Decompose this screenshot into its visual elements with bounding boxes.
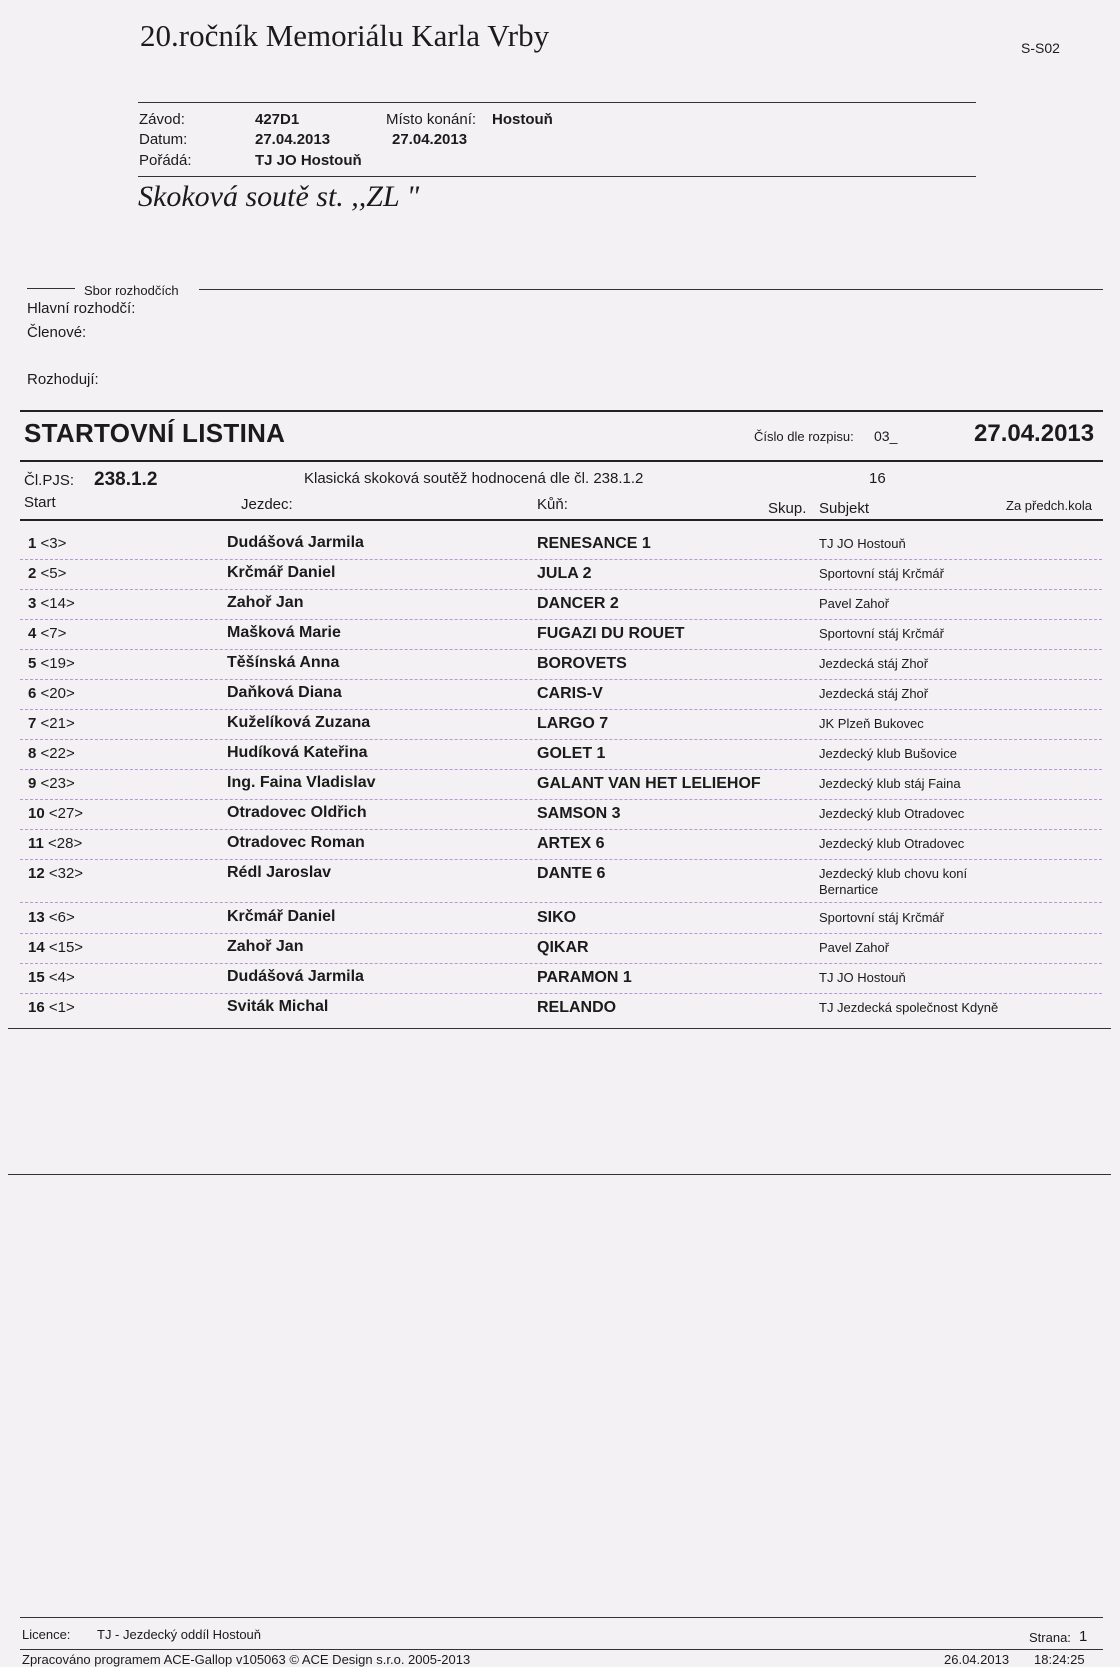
- table-row: [20, 829, 1102, 860]
- rider-code: <1>: [48, 999, 75, 1016]
- judges-rule-left: [27, 288, 75, 289]
- horse-name: GALANT VAN HET LELIEHOF: [537, 775, 761, 792]
- rider-name: Zahoř Jan: [227, 594, 304, 611]
- horse-name: RELANDO: [537, 999, 617, 1016]
- rider-name: Sviták Michal: [227, 998, 329, 1015]
- table-row: [20, 709, 1102, 740]
- subject-name: Jezdecký klub Otradovec: [819, 836, 965, 851]
- licence-label: Licence:: [22, 1627, 71, 1642]
- listing-title: STARTOVNÍ LISTINA: [24, 418, 286, 448]
- table-row: [20, 559, 1102, 590]
- subject-name: JK Plzeň Bukovec: [819, 716, 924, 731]
- subject-name: Jezdecká stáj Zhoř: [819, 656, 929, 671]
- start-number: 5: [28, 655, 37, 672]
- pjs-label: Čl.PJS:: [24, 472, 75, 489]
- subject-name: Jezdecký klub Bušovice: [819, 746, 958, 761]
- horse-name: SAMSON 3: [537, 805, 621, 822]
- judges-rule-right: [199, 289, 1103, 290]
- horse-name: DANCER 2: [537, 595, 619, 612]
- table-row: [20, 933, 1102, 964]
- rozpis-label: Číslo dle rozpisu:: [754, 429, 854, 444]
- event-title: 20.ročník Memoriálu Karla Vrby: [140, 18, 550, 53]
- start-number: 13: [28, 909, 45, 926]
- porada-value: TJ JO Hostouň: [255, 152, 362, 169]
- start-number: 1: [28, 535, 37, 552]
- rider-code: <20>: [40, 685, 75, 702]
- table-row: [20, 619, 1102, 650]
- start-number: 12: [28, 865, 45, 882]
- subject-name: TJ JO Hostouň: [819, 536, 906, 551]
- zavod-value: 427D1: [255, 111, 300, 128]
- start-number: 16: [28, 999, 45, 1016]
- rider-name: Hudíková Kateřina: [227, 744, 368, 761]
- table-row: [20, 903, 1102, 934]
- start-number: 10: [28, 805, 45, 822]
- rider-code: <27>: [48, 805, 84, 822]
- listing-mid-rule: [20, 460, 1103, 462]
- start-cell: [28, 835, 82, 852]
- rider-code: <23>: [40, 775, 75, 792]
- rider-code: <22>: [40, 745, 75, 762]
- subject-name: Jezdecký klub chovu koní Bernartice: [819, 866, 968, 897]
- rider-name: Kuželíková Zuzana: [227, 714, 371, 731]
- page-label: Strana:: [1029, 1630, 1071, 1645]
- start-cell: [28, 535, 66, 552]
- datum-from: 27.04.2013: [255, 131, 331, 148]
- rider-code: <28>: [48, 835, 83, 852]
- rider-code: <4>: [48, 969, 75, 986]
- rider-name: Mašková Marie: [227, 624, 341, 641]
- porada-label: Pořádá:: [139, 152, 192, 169]
- start-cell: [28, 939, 83, 956]
- subject-name: Pavel Zahoř: [819, 940, 890, 955]
- start-cell: [28, 865, 83, 882]
- start-number: 3: [28, 595, 37, 612]
- rider-code: <15>: [48, 939, 84, 956]
- hlavni-rozhodci-label: Hlavní rozhodčí:: [27, 300, 136, 317]
- rider-code: <3>: [40, 535, 67, 552]
- start-cell: [28, 999, 75, 1016]
- rider-name: Zahoř Jan: [227, 938, 304, 955]
- rider-name: Krčmář Daniel: [227, 908, 336, 925]
- start-number: 8: [28, 745, 37, 762]
- start-cell: [28, 715, 75, 732]
- start-cell: [28, 969, 75, 986]
- rider-name: Dudášová Jarmila: [227, 534, 364, 551]
- horse-name: GOLET 1: [537, 745, 606, 762]
- rider-name: Ing. Faina Vladislav: [227, 774, 376, 791]
- clenove-label: Členové:: [27, 324, 87, 341]
- col-subject: Subjekt: [819, 500, 870, 517]
- start-number: 9: [28, 775, 37, 792]
- listing-top-rule: [20, 410, 1103, 412]
- start-number: 15: [28, 969, 45, 986]
- col-start: Start: [24, 494, 56, 511]
- start-cell: [28, 745, 75, 762]
- col-horse: Kůň:: [537, 496, 568, 513]
- listing-description: Klasická skoková soutěž hodnocená dle čl. 238.1.2: [304, 470, 644, 487]
- table-row: [20, 679, 1102, 710]
- licence-value: TJ - Jezdecký oddíl Hostouň: [97, 1627, 262, 1642]
- horse-name: BOROVETS: [537, 655, 627, 672]
- rider-code: <32>: [48, 865, 84, 882]
- subject-name: Jezdecký klub Otradovec: [819, 806, 965, 821]
- subject-name: Sportovní stáj Krčmář: [819, 566, 944, 581]
- rider-name: Těšínská Anna: [227, 654, 340, 671]
- form-code: S-S02: [1021, 40, 1060, 56]
- judges-section-label: Sbor rozhodčích: [84, 283, 179, 298]
- rozpis-value: 03_: [874, 428, 898, 444]
- subject-name: TJ Jezdecká společnost Kdyně: [819, 1000, 999, 1015]
- table-row: [20, 963, 1102, 994]
- table-row: [20, 799, 1102, 830]
- rider-name: Rédl Jaroslav: [227, 864, 332, 881]
- start-number: 11: [28, 835, 44, 852]
- start-cell: [28, 595, 75, 612]
- start-number: 4: [28, 625, 37, 642]
- page-separator-rule: [8, 1174, 1111, 1175]
- competition-name: Skoková soutě st. ,,ZL ": [138, 180, 420, 213]
- zavod-label: Závod:: [139, 111, 185, 128]
- col-group: Skup.: [768, 500, 807, 517]
- start-cell: [28, 805, 83, 822]
- subject-name: TJ JO Hostouň: [819, 970, 906, 985]
- subject-name: Sportovní stáj Krčmář: [819, 910, 944, 925]
- start-number: 7: [28, 715, 37, 732]
- datum-label: Datum:: [139, 131, 188, 148]
- start-cell: [28, 775, 75, 792]
- rider-code: <6>: [48, 909, 75, 926]
- horse-name: RENESANCE 1: [537, 535, 651, 552]
- table-row: [20, 769, 1102, 800]
- horse-name: LARGO 7: [537, 715, 609, 732]
- page-number: 1: [1079, 1628, 1088, 1645]
- subject-name: Jezdecký klub stáj Faina: [819, 776, 961, 791]
- listing-date: 27.04.2013: [974, 420, 1095, 447]
- header-top-rule: [138, 102, 976, 103]
- start-number: 14: [28, 939, 45, 956]
- horse-name: ARTEX 6: [537, 835, 605, 852]
- table-row: [20, 529, 1102, 560]
- col-prev-round: Za předch.kola: [1006, 498, 1092, 513]
- footer-bottom-rule: [20, 1649, 1103, 1650]
- horse-name: QIKAR: [537, 939, 589, 956]
- start-cell: [28, 565, 66, 582]
- table-header-rule: [20, 519, 1103, 521]
- rider-code: <21>: [40, 715, 75, 732]
- misto-label: Místo konání:: [386, 111, 477, 128]
- table-row: [20, 859, 1102, 903]
- datum-to: 27.04.2013: [392, 131, 468, 148]
- table-row: [20, 993, 1102, 1023]
- horse-name: PARAMON 1: [537, 969, 632, 986]
- start-cell: [28, 909, 75, 926]
- start-number: 6: [28, 685, 37, 702]
- horse-name: FUGAZI DU ROUET: [537, 625, 685, 642]
- start-cell: [28, 685, 75, 702]
- table-row: [20, 649, 1102, 680]
- table-bottom-rule: [8, 1028, 1111, 1029]
- footer-top-rule: [20, 1617, 1103, 1618]
- rider-code: <7>: [40, 625, 67, 642]
- subject-name: Jezdecká stáj Zhoř: [819, 686, 929, 701]
- table-row: [20, 739, 1102, 770]
- misto-value: Hostouň: [492, 111, 553, 128]
- header-bottom-rule: [138, 176, 976, 177]
- rider-code: <19>: [40, 655, 75, 672]
- rozhoduji-label: Rozhodují:: [27, 371, 99, 388]
- rider-name: Krčmář Daniel: [227, 564, 336, 581]
- rider-code: <5>: [40, 565, 67, 582]
- col-rider: Jezdec:: [241, 496, 293, 513]
- software-credit: Zpracováno programem ACE-Gallop v105063 © ACE Design s.r.o. 2005-2013: [22, 1652, 471, 1667]
- start-cell: [28, 625, 66, 642]
- entry-count: 16: [869, 470, 886, 487]
- print-time: 18:24:25: [1034, 1652, 1085, 1667]
- table-row: [20, 589, 1102, 620]
- horse-name: JULA 2: [537, 565, 592, 582]
- horse-name: CARIS-V: [537, 685, 603, 702]
- horse-name: DANTE 6: [537, 865, 606, 882]
- subject-name: Sportovní stáj Krčmář: [819, 626, 944, 641]
- pjs-value: 238.1.2: [94, 469, 158, 490]
- rider-name: Daňková Diana: [227, 684, 342, 701]
- rider-name: Otradovec Oldřich: [227, 804, 367, 821]
- rider-name: Dudášová Jarmila: [227, 968, 364, 985]
- start-number: 2: [28, 565, 37, 582]
- horse-name: SIKO: [537, 909, 577, 926]
- rider-name: Otradovec Roman: [227, 834, 365, 851]
- rider-code: <14>: [40, 595, 75, 612]
- subject-name: Pavel Zahoř: [819, 596, 890, 611]
- print-date: 26.04.2013: [944, 1652, 1010, 1667]
- start-cell: [28, 655, 75, 672]
